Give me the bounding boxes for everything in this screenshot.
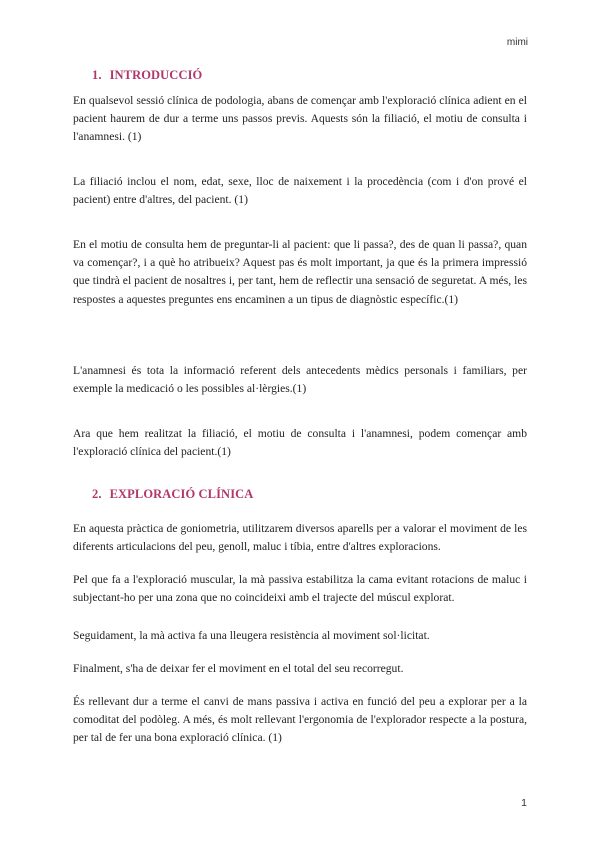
page-header: mimi [506, 37, 528, 48]
paragraph: En qualsevol sessió clínica de podologia, abans de començar amb l'exploració clínica adient en el pacient haurem de dur a terme uns passos previs. Aquests són la filiació, el motiu de consulta i l'anamnesi. (1) [73, 94, 527, 144]
paragraph: Pel que fa a l'exploració muscular, la mà passiva estabilitza la cama evitant rotacions de maluc i subjectant-ho per una zona que no coincideixi amb el trajecte del múscul explorat. [73, 573, 527, 605]
section-title: EXPLORACIÓ CLÍNICA [109, 487, 254, 501]
paragraph: Finalment, s'ha de deixar fer el moviment en el total del seu recorregut. [73, 662, 404, 675]
paragraph: L'anamnesi és tota la informació referent dels antecedents mèdics personals i familiars, per exemple la medicació o les possibles al·lèrgies.(1) [73, 364, 527, 396]
section-number: 1. [92, 68, 102, 82]
page-number: 1 [521, 797, 527, 809]
section-number: 2. [92, 487, 102, 501]
paragraph: La filiació inclou el nom, edat, sexe, lloc de naixement i la procedència (com i d'on prové el pacient) entre d'altres, del pacient. (1) [73, 175, 527, 207]
paragraph: Seguidament, la mà activa fa una lleugera resistència al moviment sol·licitat. [73, 629, 430, 642]
paragraph: És rellevant dur a terme el canvi de mans passiva i activa en funció del peu a explorar per a la comoditat del podòleg. A més, és molt rellevant l'ergonomia de l'explorador respecte a la postura, per tal de fer una bona exploració clínica. (1) [73, 695, 527, 745]
paragraph: En el motiu de consulta hem de preguntar-li al pacient: que li passa?, des de quan li passa?, quan va començar?, i a què ho atribueix? Aquest pas és molt important, ja que és la primera impressió que tindrà el pacient de nosaltres i, per tant, hem de reflectir una sensació de seguretat. A més, les respostes a aquestes preguntes ens encaminen a un tipus de diagnòstic específic.(1) [73, 238, 527, 306]
section-heading-exploracio-clinica [92, 487, 253, 502]
paragraph: Ara que hem realitzat la filiació, el motiu de consulta i l'anamnesi, podem començar amb l'exploració clínica del pacient.(1) [73, 427, 527, 459]
section-title: INTRODUCCIÓ [109, 68, 203, 82]
section-heading-introduccio [92, 68, 202, 83]
paragraph: En aquesta pràctica de goniometria, utilitzarem diversos aparells per a valorar el moviment de les diferents articulacions del peu, genoll, maluc i tíbia, entre d'altres exploracions. [73, 522, 527, 554]
